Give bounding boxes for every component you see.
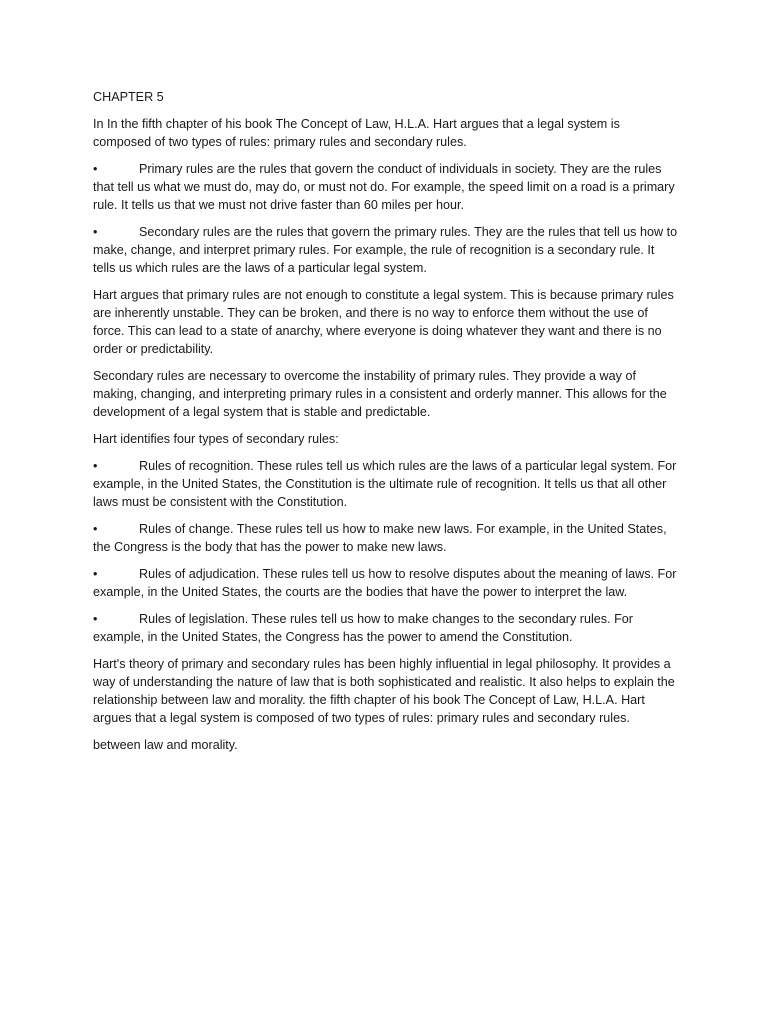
bullet-symbol: •	[93, 225, 98, 239]
paragraph-influence: Hart's theory of primary and secondary rules has been highly influential in legal philosophy. It provides a way of understanding the nature of law that is both sophisticated and realistic. It also helps to explain the relationship between law and morality. the fifth chapter of his book The Concept of Law, H.L.A. Hart argues that a legal system is composed of two types of rules: primary rules and secondary rules.	[93, 657, 675, 725]
paragraph-four-types: Hart identifies four types of secondary rules:	[93, 432, 339, 446]
paragraph-secondary-necessary: Secondary rules are necessary to overcome the instability of primary rules. They provide a way of making, changing, and interpreting primary rules in a consistent and orderly manner. This allows for the development of a legal system that is stable and predictable.	[93, 369, 667, 419]
paragraph-closing: between law and morality.	[93, 738, 238, 752]
chapter-heading: CHAPTER 5	[93, 90, 164, 104]
bullet-rules-recognition	[93, 457, 678, 511]
bullet-symbol: •	[93, 459, 98, 473]
bullet-text: Secondary rules are the rules that govern the primary rules. They are the rules that tell us how to make, change, and interpret primary rules. For example, the rule of recognition is a secondary rule. It tells us which rules are the laws of a particular legal system.	[93, 225, 678, 275]
bullet-text: Rules of adjudication. These rules tell us how to resolve disputes about the meaning of laws. For example, in the United States, the courts are the bodies that have the power to interpret the law.	[93, 567, 677, 599]
intro-paragraph: In In the fifth chapter of his book The Concept of Law, H.L.A. Hart argues that a legal system is composed of two types of rules: primary rules and secondary rules.	[93, 117, 620, 149]
bullet-symbol: •	[93, 567, 98, 581]
bullet-text: Primary rules are the rules that govern the conduct of individuals in society. They are the rules that tell us what we must do, may do, or must not do. For example, the speed limit on a road is a primary rule. It tells us that we must not drive faster than 60 miles per hour.	[93, 162, 675, 212]
bullet-rules-change	[93, 520, 678, 556]
bullet-secondary-rules	[93, 223, 678, 277]
bullet-primary-rules	[93, 160, 678, 214]
bullet-symbol: •	[93, 612, 98, 626]
bullet-text: Rules of recognition. These rules tell us which rules are the laws of a particular legal system. For example, in the United States, the Constitution is the ultimate rule of recognition. It tells us that all other laws must be consistent with the Constitution.	[93, 459, 677, 509]
bullet-text: Rules of change. These rules tell us how to make new laws. For example, in the United States, the Congress is the body that has the power to make new laws.	[93, 522, 667, 554]
bullet-symbol: •	[93, 162, 98, 176]
paragraph-unstable: Hart argues that primary rules are not enough to constitute a legal system. This is because primary rules are inherently unstable. They can be broken, and there is no way to enforce them without the use of force. This can lead to a state of anarchy, where everyone is doing whatever they want and there is no order or predictability.	[93, 288, 674, 356]
bullet-rules-legislation	[93, 610, 678, 646]
bullet-symbol: •	[93, 522, 98, 536]
bullet-text: Rules of legislation. These rules tell us how to make changes to the secondary rules. For example, in the United States, the Congress has the power to amend the Constitution.	[93, 612, 633, 644]
bullet-rules-adjudication	[93, 565, 678, 601]
